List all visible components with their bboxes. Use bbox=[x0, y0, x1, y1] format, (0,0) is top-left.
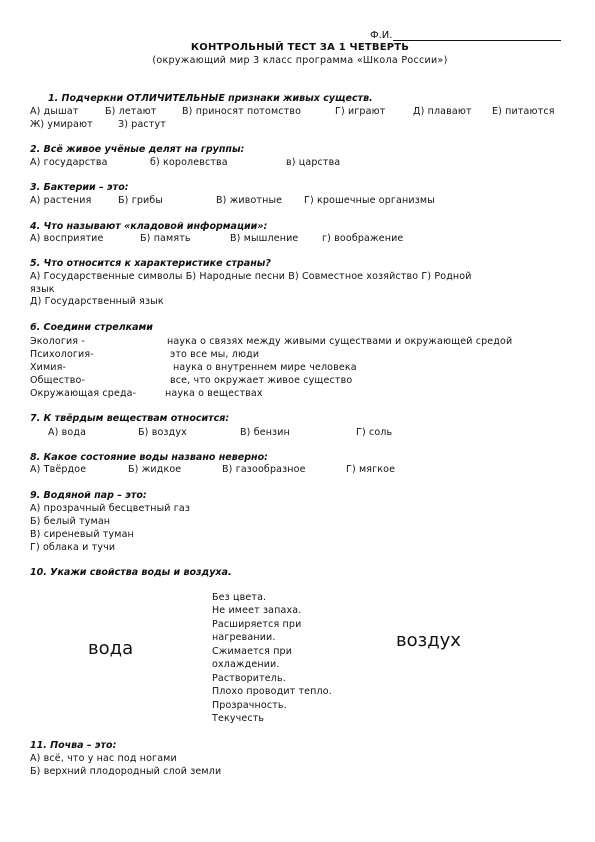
q6-term: Окружающая среда- bbox=[30, 388, 137, 399]
question-2-title: 2. Всё живое учёные делят на группы: bbox=[30, 144, 245, 155]
q4-option: А) восприятие bbox=[30, 233, 104, 244]
air-label: воздух bbox=[396, 630, 461, 651]
q1-option: А) дышат bbox=[30, 106, 79, 117]
property-item: нагревании. bbox=[212, 632, 276, 643]
q8-option: Г) мягкое bbox=[346, 464, 396, 475]
question-9-title: 9. Водяной пар – это: bbox=[30, 490, 147, 501]
q5-options-line: Д) Государственный язык bbox=[30, 296, 164, 307]
q6-term: Химия- bbox=[30, 362, 67, 373]
q3-option: В) животные bbox=[216, 195, 283, 206]
q9-option: А) прозрачный бесцветный газ bbox=[30, 503, 191, 514]
q6-term: Общество- bbox=[30, 375, 86, 386]
fio-label: Ф.И. bbox=[370, 30, 393, 41]
page-title: КОНТРОЛЬНЫЙ ТЕСТ ЗА 1 ЧЕТВЕРТЬ bbox=[190, 42, 410, 53]
q6-definition: наука о связях между живыми существами и окружающей средой bbox=[167, 336, 513, 347]
q6-definition: наука о внутреннем мире человека bbox=[173, 362, 357, 373]
question-6-title: 6. Соедини стрелками bbox=[30, 322, 153, 333]
q1-option: В) приносят потомство bbox=[182, 106, 302, 117]
q4-option: В) мышление bbox=[230, 233, 299, 244]
question-11-title: 11. Почва – это: bbox=[30, 740, 117, 751]
property-item: Растворитель. bbox=[212, 673, 286, 684]
property-item: Сжимается при bbox=[212, 646, 293, 657]
test-page bbox=[30, 0, 570, 842]
q7-option: Б) воздух bbox=[138, 427, 187, 438]
q2-option: в) царства bbox=[286, 157, 341, 168]
question-5-title: 5. Что относится к характеристике страны? bbox=[30, 258, 271, 269]
q1-option: Д) плавают bbox=[413, 106, 472, 117]
question-8-title: 8. Какое состояние воды названо неверно: bbox=[30, 452, 268, 463]
q1-option: Г) играют bbox=[335, 106, 386, 117]
property-item: Плохо проводит тепло. bbox=[212, 686, 332, 697]
property-item: Не имеет запаха. bbox=[212, 605, 302, 616]
property-item: Прозрачность. bbox=[212, 700, 287, 711]
fio-field bbox=[370, 30, 561, 41]
q1-option: Е) питаются bbox=[492, 106, 555, 117]
q6-term: Психология- bbox=[30, 349, 94, 360]
property-item: Без цвета. bbox=[212, 592, 267, 603]
page-subtitle: (окружающий мир 3 класс программа «Школа России») bbox=[152, 55, 448, 66]
q9-option: В) сиреневый туман bbox=[30, 529, 134, 540]
question-4-title: 4. Что называют «кладовой информации»: bbox=[30, 221, 268, 232]
q3-option: Б) грибы bbox=[118, 195, 163, 206]
q5-options-line: А) Государственные символы Б) Народные песни В) Совместное хозяйство Г) Родной bbox=[30, 271, 472, 282]
q3-option: Г) крошечные организмы bbox=[304, 195, 435, 206]
property-item: Текучесть bbox=[212, 713, 265, 724]
q9-option: Г) облака и тучи bbox=[30, 542, 116, 553]
q1-option: Б) летают bbox=[105, 106, 157, 117]
q11-option: Б) верхний плодородный слой земли bbox=[30, 766, 222, 777]
q8-option: А) Твёрдое bbox=[30, 464, 87, 475]
q2-option: А) государства bbox=[30, 157, 108, 168]
property-item: охлаждении. bbox=[212, 659, 280, 670]
q11-option: А) всё, что у нас под ногами bbox=[30, 753, 177, 764]
q4-option: Б) память bbox=[140, 233, 191, 244]
q6-definition: наука о веществах bbox=[165, 388, 263, 399]
q1-option: Ж) умирают bbox=[30, 119, 93, 130]
q8-option: В) газообразное bbox=[222, 464, 306, 475]
q5-options-line: язык bbox=[30, 284, 55, 295]
q3-option: А) растения bbox=[30, 195, 92, 206]
q2-option: б) королевства bbox=[150, 157, 228, 168]
water-label: вода bbox=[88, 638, 134, 659]
question-7-title: 7. К твёрдым веществам относится: bbox=[30, 413, 230, 424]
q6-definition: все, что окружает живое существо bbox=[170, 375, 353, 386]
question-10-title: 10. Укажи свойства воды и воздуха. bbox=[30, 567, 232, 578]
q4-option: г) воображение bbox=[322, 233, 404, 244]
fio-blank-line bbox=[393, 30, 561, 41]
q1-option: З) растут bbox=[118, 119, 166, 130]
q7-option: Г) соль bbox=[356, 427, 393, 438]
question-1-title: 1. Подчеркни ОТЛИЧИТЕЛЬНЫЕ признаки живых существ. bbox=[48, 93, 373, 104]
q7-option: В) бензин bbox=[240, 427, 290, 438]
q9-option: Б) белый туман bbox=[30, 516, 111, 527]
q6-definition: это все мы, люди bbox=[170, 349, 260, 360]
property-item: Расширяется при bbox=[212, 619, 302, 630]
question-3-title: 3. Бактерии – это: bbox=[30, 182, 129, 193]
q6-term: Экология - bbox=[30, 336, 85, 347]
q7-option: А) вода bbox=[48, 427, 87, 438]
q8-option: Б) жидкое bbox=[128, 464, 182, 475]
